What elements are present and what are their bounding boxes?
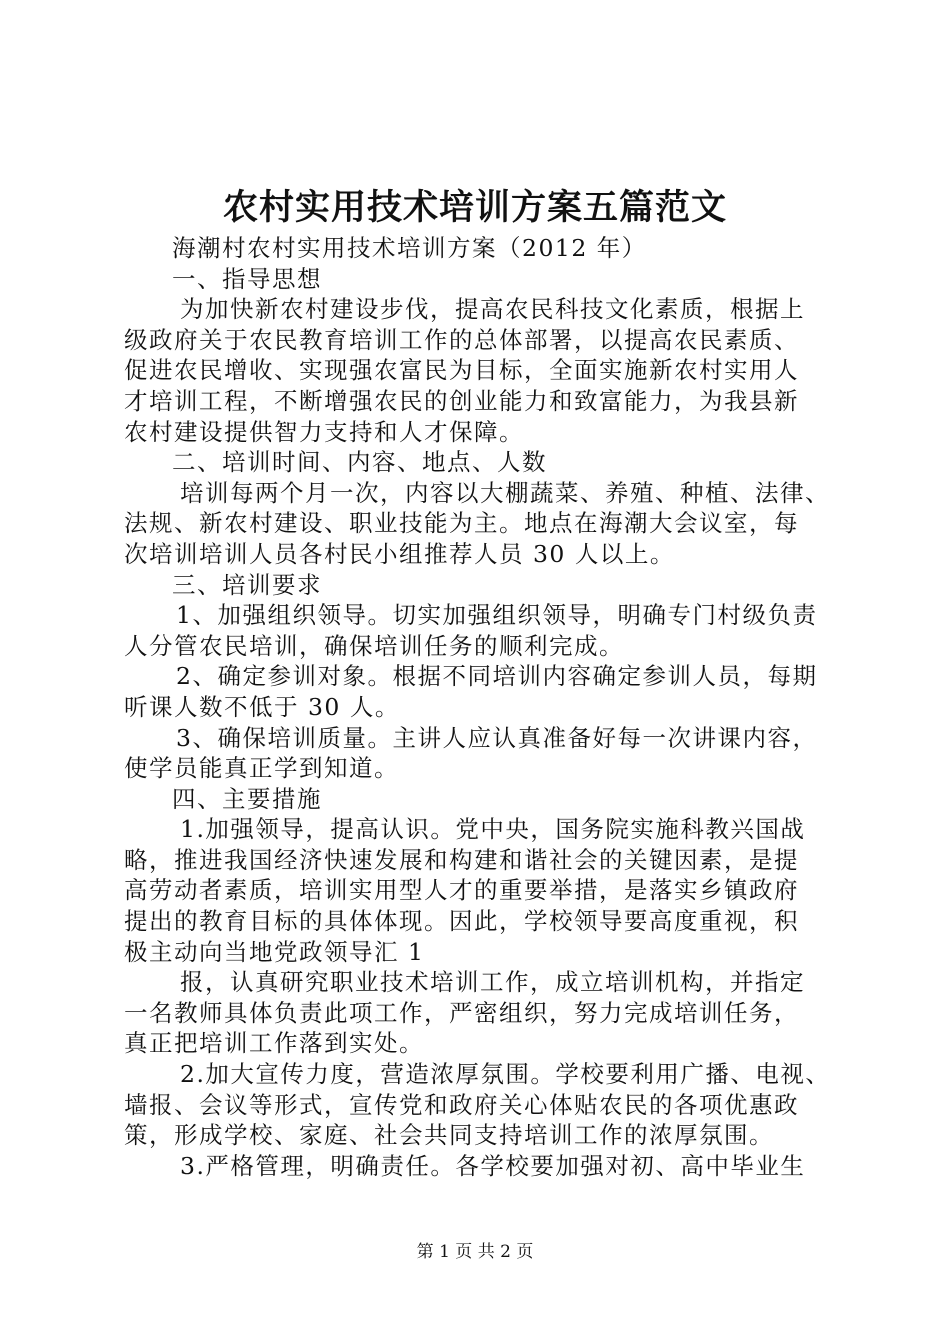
- paragraph-line: 为加快新农村建设步伐，提高农民科技文化素质，根据上: [180, 295, 805, 324]
- paragraph-line: 才培训工程，不断增强农民的创业能力和致富能力，为我县新: [124, 386, 799, 415]
- section-heading: 四、主要措施: [172, 784, 322, 813]
- document-body: [124, 233, 844, 1181]
- paragraph-line: 墙报、会议等形式，宣传党和政府关心体贴农民的各项优惠政: [124, 1090, 799, 1119]
- section-heading: 三、培训要求: [172, 570, 322, 599]
- section-heading: 一、指导思想: [172, 264, 322, 293]
- paragraph-line: 极主动向当地党政领导汇 1: [124, 937, 425, 966]
- paragraph-line: 真正把培训工作落到实处。: [124, 1029, 424, 1058]
- paragraph-line: 1、加强组织领导。切实加强组织领导，明确专门村级负责: [176, 601, 818, 630]
- section-heading: 二、培训时间、内容、地点、人数: [172, 448, 547, 477]
- paragraph-line: 高劳动者素质，培训实用型人才的重要举措，是落实乡镇政府: [124, 876, 799, 905]
- paragraph-line: 促进农民增收、实现强农富民为目标，全面实施新农村实用人: [124, 356, 799, 385]
- paragraph-line: 策，形成学校、家庭、社会共同支持培训工作的浓厚氛围。: [124, 1121, 774, 1150]
- paragraph-line: 听课人数不低于 30 人。: [124, 692, 400, 721]
- paragraph-line: 人分管农民培训，确保培训任务的顺利完成。: [124, 631, 624, 660]
- plan-heading: 海潮村农村实用技术培训方案（2012 年）: [172, 234, 647, 262]
- paragraph-line: 3.严格管理，明确责任。各学校要加强对初、高中毕业生: [180, 1151, 806, 1180]
- paragraph-line: 次培训培训人员各村民小组推荐人员 30 人以上。: [124, 539, 675, 568]
- paragraph-line: 报，认真研究职业技术培训工作，成立培训机构，并指定: [180, 968, 805, 997]
- paragraph-line: 2、确定参训对象。根据不同培训内容确定参训人员，每期: [176, 662, 818, 691]
- paragraph-line: 3、确保培训质量。主讲人应认真准备好每一次讲课内容，: [176, 723, 818, 752]
- paragraph-line: 1.加强领导，提高认识。党中央，国务院实施科教兴国战: [180, 815, 806, 844]
- page-number-footer: 第 1 页 共 2 页: [416, 1242, 534, 1262]
- paragraph-line: 使学员能真正学到知道。: [124, 754, 399, 783]
- paragraph-line: 培训每两个月一次，内容以大棚蔬菜、养殖、种植、法律、: [180, 478, 830, 507]
- paragraph-line: 法规、新农村建设、职业技能为主。地点在海潮大会议室，每: [124, 509, 799, 538]
- paragraph-line: 2.加大宣传力度，营造浓厚氛围。学校要利用广播、电视、: [180, 1060, 831, 1089]
- paragraph-line: 提出的教育目标的具体体现。因此，学校领导要高度重视，积: [124, 907, 799, 936]
- paragraph-line: 略，推进我国经济快速发展和构建和谐社会的关键因素，是提: [124, 845, 799, 874]
- document-title: 农村实用技术培训方案五篇范文: [222, 187, 727, 228]
- paragraph-line: 农村建设提供智力支持和人才保障。: [124, 417, 524, 446]
- paragraph-line: 级政府关于农民教育培训工作的总体部署，以提高农民素质、: [124, 325, 799, 354]
- paragraph-line: 一名教师具体负责此项工作，严密组织，努力完成培训任务，: [124, 998, 799, 1027]
